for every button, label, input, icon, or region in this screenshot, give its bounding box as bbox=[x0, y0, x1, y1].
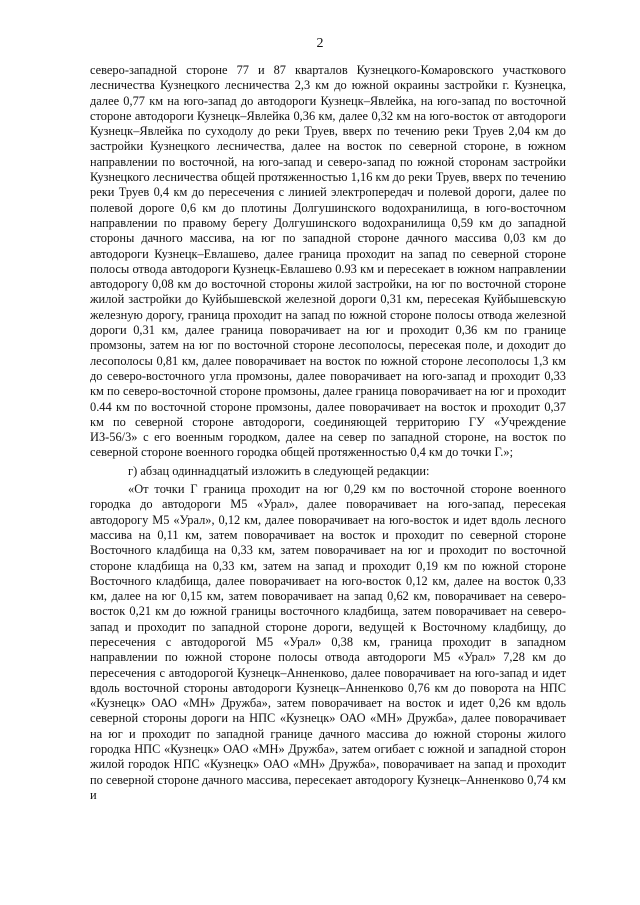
paragraph-new-wording: «От точки Г граница проходит на юг 0,29 км по восточной стороне военного городка до автодороги М5 «Урал», далее поворачивает на юго-запад, пересекая автодорогу М5 «Урал», 0,12 км, далее поворачивает на юго-восток и идет вдоль лесного массива на 0,11 км, затем поворачивает на восток и проходит по северной стороне Восточного кладбища на 0,33 км, затем поворачивает на юг и проходит по восточной стороне кладбища на 0,33 км, затем на запад и проходит 0,19 км по южной стороне Восточного кладбища, далее поворачивает на юго-восток 0,12 км, далее на восток 0,33 км, далее на юг 0,15 км, затем поворачивает на запад 0,62 км, поворачивает на северо-восток 0,21 км до южной границы восточного кладбища, затем поворачивает на северо-запад и проходит по западной стороне дороги, ведущей к Восточному кладбищу, до пересечения с автодорогой М5 «Урал» 0,38 км, граница проходит в западном направлении по южной стороне полосы отвода автодороги М5 «Урал» 7,28 км до пересечения с автодорогой Кузнецк–Анненково, далее поворачивает на юго-запад и идет вдоль восточной стороны автодороги Кузнецк–Анненково 0,76 км до поворота на НПС «Кузнецк» ОАО «МН» Дружба», затем поворачивает на восток и идет 0,26 км вдоль северной стороны дороги на НПС «Кузнецк» ОАО «МН» Дружба», далее поворачивает на юг и проходит по западной границе дачного массива до южной стороны жилого городка НПС «Кузнецк» ОАО «МН» Дружба», затем огибает с южной и западной сторон жилой городок НПС «Кузнецк» ОАО «МН» Дружба», поворачивает на запад и проходит по северной стороне дачного массива, пересекает автодорогу Кузнецк–Анненково 0,74 км и bbox=[90, 482, 566, 802]
paragraph-boundary-description: северо-западной стороне 77 и 87 кварталов Кузнецкого-Комаровского участкового лесничества Кузнецкого лесничества 2,3 км до южной окраины застройки г. Кузнецка, далее 0,77 км на юго-запад до автодороги Кузнецк–Явлейка, на юго-запад по восточной стороне автодороги Кузнецк–Явлейка 0,36 км, далее 0,32 км на юго-восток от автодороги Кузнецк–Явлейка по суходолу до реки Труев, вверх по течению реки Труев 2,04 км до застройки Кузнецкого лесничества, далее на восток по северной стороне, в южном направлении по восточной, на юго-запад и северо-запад по южной сторонам застройки Кузнецкого лесничества общей протяженностью 1,16 км до реки Труев, вверх по течению реки Труев 0,4 км до пересечения с линией электропередач и полевой дороги, далее по полевой дороге 0,6 км до плотины Долгушинского водохранилища, в юго-восточном направлении по правому берегу Долгушинского водохранилища 0,59 км до западной стороны дачного массива, на юг по западной стороне дачного массива 0,03 км до автодороги Кузнецк–Евлашево, далее граница проходит на запад по северной стороне полосы отвода автодороги Кузнецк-Евлашево 0.93 км и пересекает в южном направлении автодорогу 0,08 км до восточной стороны жилой застройки, на юг по восточной стороне жилой застройки до Куйбышевской железной дороги 0,31 км, пересекая Куйбышевскую железную дорогу, граница проходит на запад по южной стороне полосы отвода железной дороги 0,31 км, далее граница поворачивает на юг и проходит 0,36 км по границе промзоны, затем на юг по восточной стороне лесополосы, пересекая поле, и доходит до лесополосы 0,81 км, далее поворачивает на восток по южной стороне лесополосы 1,3 км до северо-восточного угла промзоны, далее поворачивает на юго-запад и проходит 0,33 км по северо-восточной стороне промзоны, далее граница поворачивает на юг и проходит 0.44 км по восточной стороне промзоны, далее поворачивает на восток и проходит 0,37 км по северной стороне автодороги, соединяющей территорию ГУ «Учреждение ИЗ-56/3» с его военным городком, далее на север по западной стороне, на восток по северной стороне военного городка общей протяженностью 0,4 км до точки Г.»; bbox=[90, 63, 566, 460]
page-number: 2 bbox=[316, 36, 324, 51]
paragraph-amendment-instruction: г) абзац одиннадцатый изложить в следующей редакции: bbox=[128, 463, 430, 478]
document-body bbox=[90, 63, 566, 803]
